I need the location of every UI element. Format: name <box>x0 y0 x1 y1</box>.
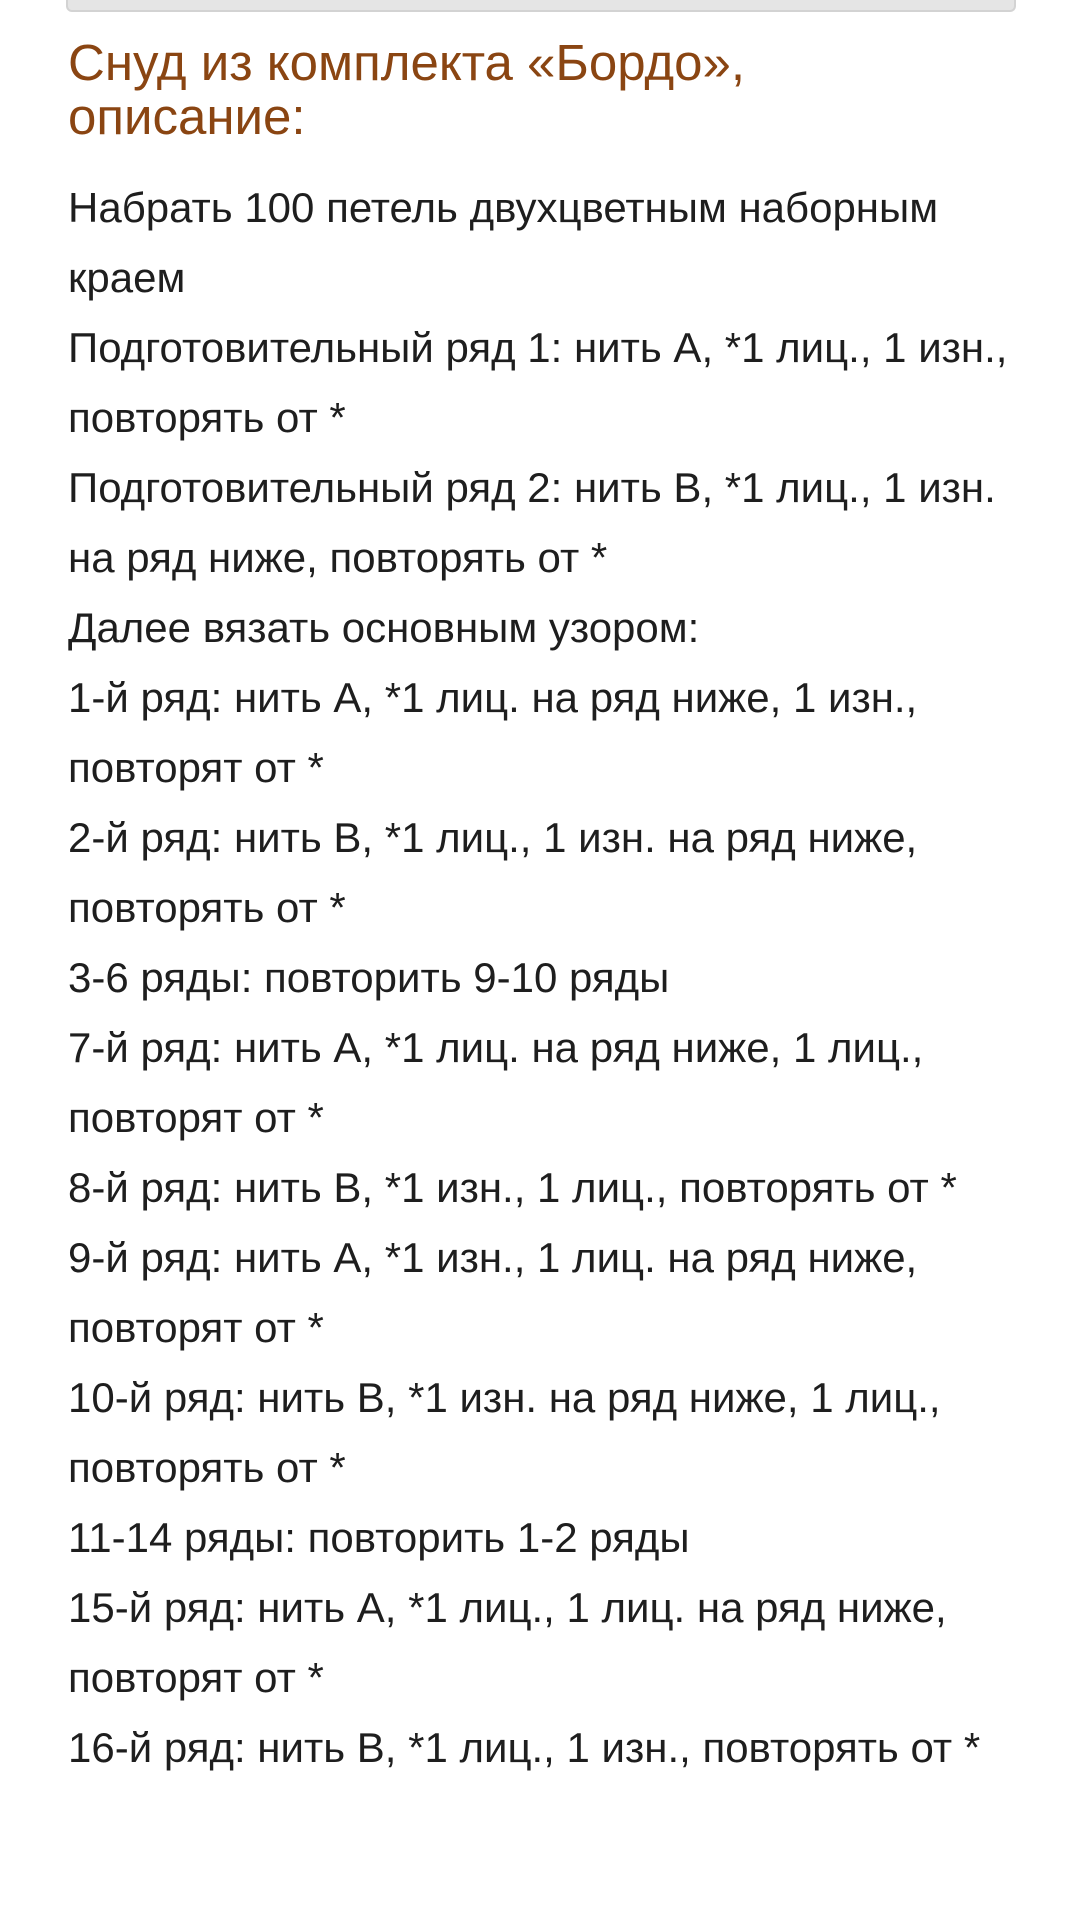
instruction-main-pattern: Далее вязать основным узором: <box>68 604 700 651</box>
section-title-line-2: описание: <box>68 88 306 145</box>
instruction-row-9: 9-й ряд: нить А, *1 изн., 1 лиц. на ряд ниже, повторят от * <box>68 1234 918 1351</box>
instruction-row-8: 8-й ряд: нить В, *1 изн., 1 лиц., повторять от * <box>68 1164 957 1211</box>
instruction-prep-row-2: Подготовительный ряд 2: нить В, *1 лиц., 1 изн. на ряд ниже, повторять от * <box>68 464 996 581</box>
instruction-row-16: 16-й ряд: нить В, *1 лиц., 1 изн., повторять от * <box>68 1724 981 1771</box>
instruction-prep-row-1: Подготовительный ряд 1: нить А, *1 лиц., 1 изн., повторять от * <box>68 324 1008 441</box>
instruction-row-10: 10-й ряд: нить В, *1 изн. на ряд ниже, 1 лиц., повторять от * <box>68 1374 941 1491</box>
instruction-row-2: 2-й ряд: нить В, *1 лиц., 1 изн. на ряд ниже, повторять от * <box>68 814 918 931</box>
instruction-row-1: 1-й ряд: нить А, *1 лиц. на ряд ниже, 1 изн., повторят от * <box>68 674 918 791</box>
instruction-rows-3-6: 3-6 ряды: повторить 9-10 ряды <box>68 954 670 1001</box>
article-section <box>68 36 1028 1783</box>
instruction-rows-11-14: 11-14 ряды: повторить 1-2 ряды <box>68 1514 690 1561</box>
instructions-list <box>68 173 1028 1783</box>
section-title <box>68 36 1028 144</box>
previous-block-edge <box>66 0 1016 12</box>
instruction-cast-on: Набрать 100 петель двухцветным наборным краем <box>68 184 939 301</box>
instruction-row-7: 7-й ряд: нить А, *1 лиц. на ряд ниже, 1 лиц., повторят от * <box>68 1024 924 1141</box>
instruction-row-15: 15-й ряд: нить А, *1 лиц., 1 лиц. на ряд ниже, повторят от * <box>68 1584 947 1701</box>
section-title-line-1: Снуд из комплекта «Бордо», <box>68 34 746 91</box>
